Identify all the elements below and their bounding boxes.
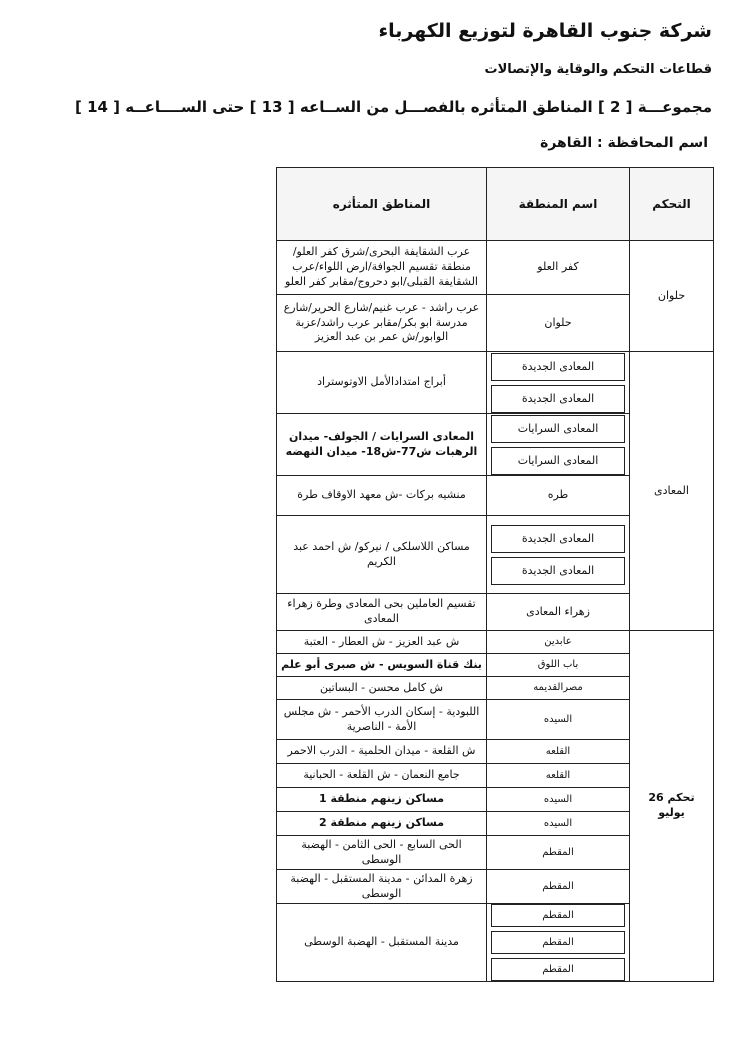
affected-cell: عرب راشد - عرب غنيم/شارع الحرير/شارع مدرسة ابو بكر/مقابر عرب راشد/عزبة الوابور/ش عمر بن عبد العزيز [277,295,487,352]
table-row [277,241,714,295]
area-name-cell: المعادى الجديدة [491,353,625,381]
area-name-cell: مصرالقديمه [487,677,630,700]
area-name-group [487,414,630,476]
affected-cell: ش كامل محسن - البساتين [277,677,487,700]
area-name-cell: المعادى الجديدة [491,385,625,413]
affected-cell: الحى السابع - الحى الثامن - الهضبة الوسطى [277,836,487,870]
affected-cell: مساكن اللاسلكى / نيركو/ ش احمد عبد الكريم [277,516,487,594]
area-name-cell: زهراء المعادى [487,594,630,631]
area-name-cell: عابدين [487,631,630,654]
area-name-cell: كفر العلو [487,241,630,295]
affected-areas-table [276,167,714,982]
area-name-group [487,352,630,414]
control-cell: المعادى [630,352,714,631]
area-name-cell: المعادى السرايات [491,447,625,475]
area-name-cell: السيده [487,812,630,836]
affected-cell: زهرة المدائن - مدينة المستقبل - الهضبة الوسطى [277,870,487,904]
affected-cell: منشيه بركات -ش معهد الاوقاف طرة [277,476,487,516]
area-name-cell: طره [487,476,630,516]
area-name-cell: السيده [487,700,630,740]
area-name-cell: باب اللوق [487,654,630,677]
group-title: مجموعـــة [ 2 ] المناطق المتأثره بالفصـــل من الســاعه [ 13 ] حتى الســــاعــه [ 14 ] [75,98,712,116]
affected-cell: بنك قناة السويس - ش صبرى أبو علم [277,654,487,677]
affected-cell: ش عبد العزيز - ش العطار - العتبة [277,631,487,654]
area-name-group [487,904,630,982]
area-name-cell: المقطم [491,931,625,954]
area-name-cell: المعادى السرايات [491,415,625,443]
affected-cell: المعادى السرايات / الجولف- ميدان الرهبات ش77-ش18- ميدان النهضه [277,414,487,476]
affected-cell: تقسيم العاملين بحى المعادى وطرة زهراء المعادى [277,594,487,631]
area-name-cell: حلوان [487,295,630,352]
affected-cell: مدينة المستقبل - الهضبة الوسطى [277,904,487,982]
area-name-cell: المقطم [487,836,630,870]
header-affected-areas: المناطق المتأثره [277,168,487,241]
area-name-cell: القلعه [487,740,630,764]
affected-cell: ش القلعة - ميدان الحلمية - الدرب الاحمر [277,740,487,764]
governorate-label: اسم المحافظة : القاهرة [540,135,708,151]
area-name-cell: المقطم [491,958,625,981]
header-area-name: اسم المنطقة [487,168,630,241]
header-control: التحكم [630,168,714,241]
area-name-cell: القلعه [487,764,630,788]
area-name-cell: المقطم [491,904,625,927]
affected-cell: اللبودية - إسكان الدرب الأحمر - ش مجلس الأمة - الناصرية [277,700,487,740]
table-row [277,631,714,654]
control-cell: تحكم 26 يوليو [630,631,714,982]
company-name: شركة جنوب القاهرة لتوزيع الكهرباء [378,20,712,42]
affected-cell: عرب الشقايفة البحرى/شرق كفر العلو/منطقة تقسيم الجوافة/ارض اللواء/عرب الشقايفة القبلى/ابو دحروج/مقابر كفر العلو [277,241,487,295]
affected-cell: مساكن زينهم منطقة 2 [277,812,487,836]
area-name-cell: المقطم [487,870,630,904]
area-name-cell: المعادى الجديدة [491,557,625,585]
area-name-group [487,516,630,594]
area-name-cell: المعادى الجديدة [491,525,625,553]
affected-cell: أبراج امتدادالأمل الاوتوستراد [277,352,487,414]
table-row [277,352,714,414]
sector-name: قطاعات التحكم والوقاية والإتصالات [484,62,712,77]
area-name-cell: السيده [487,788,630,812]
control-cell: حلوان [630,241,714,352]
affected-cell: جامع النعمان - ش القلعة - الحبانية [277,764,487,788]
affected-cell: مساكن زينهم منطقة 1 [277,788,487,812]
table-header-row [277,168,714,241]
